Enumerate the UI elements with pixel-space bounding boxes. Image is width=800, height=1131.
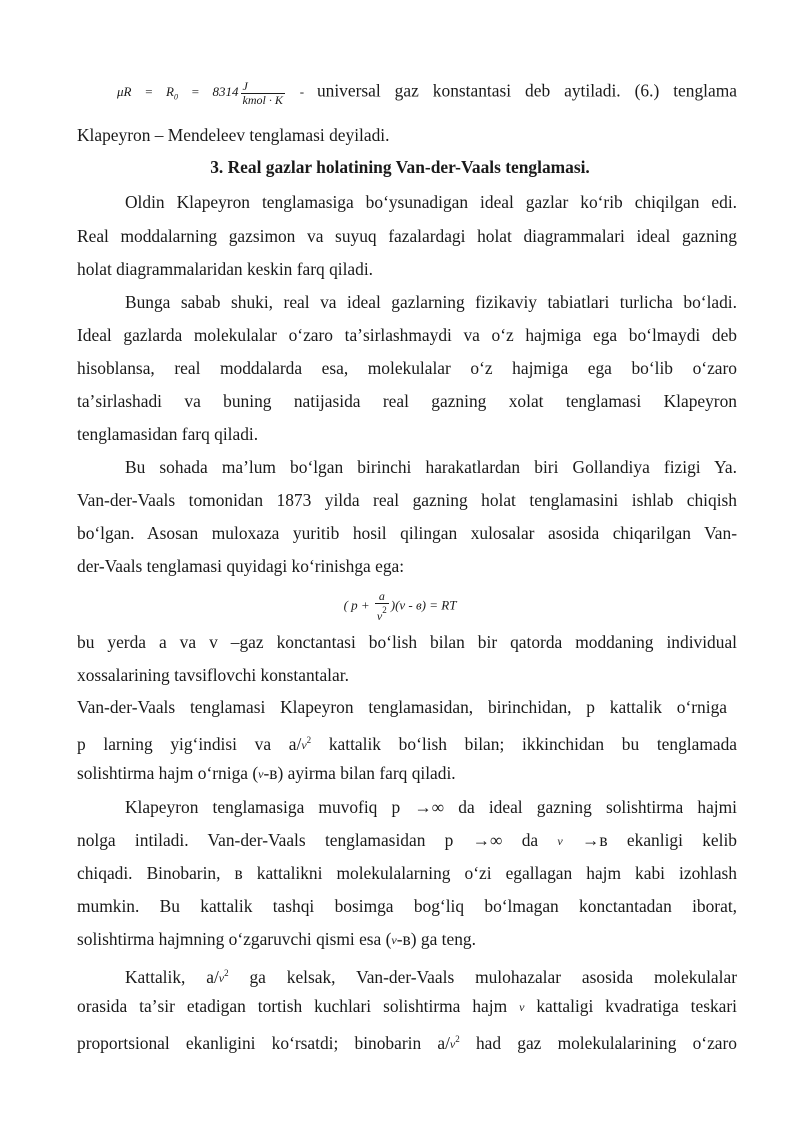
paragraph-line-v-to-b: nolga intiladi. Van-der-Vaals tenglamasidan p →∞ da v →в ekanligi kelib xyxy=(77,830,737,850)
paragraph-line: Bunga sabab shuki, real va ideal gazlarning fizikaviy tabiatlari turlicha boʻladi. xyxy=(125,292,737,312)
paragraph-line: chiqadi. Binobarin, в kattalikni molekulalarning oʻzi egallagan hajm kabi izohlash xyxy=(77,863,737,883)
paragraph-line-specific-volume: orasida taʼsir etadigan tortish kuchlari solishtirma hajm v kattaligi kvadratiga teskari xyxy=(77,996,738,1016)
paragraph-line: Ideal gazlarda molekulalar oʻzaro taʼsirlashmaydi va oʻz hajmiga ega boʻlmaydi deb xyxy=(77,325,737,345)
paragraph-line: Van-der-Vaals tomonidan 1873 yilda real gazning holat tenglamasini ishlab chiqish xyxy=(77,490,737,510)
units-fraction: $\frac{J}{\text{kmol · K}}$ xyxy=(242,79,283,107)
paragraph-line: xossalarining tavsiflovchi konstantalar. xyxy=(77,665,349,685)
paragraph-line: boʻlgan. Asosan muloxaza yuritib hosil qilingan xulosalar asosida chiqarilgan Van- xyxy=(77,523,737,543)
paragraph-line-v-minus-b: solishtirma hajm oʻrniga (v-в) ayirma bilan farq qiladi. xyxy=(77,763,456,783)
paragraph-line: der-Vaals tenglamasi quyidagi koʻrinishga ega: xyxy=(77,556,405,576)
paragraph-line: Real moddalarning gazsimon va suyuq fazalardagi holat diagrammalari ideal gazning xyxy=(77,226,737,246)
paragraph-line: hisoblansa, real moddalarda esa, molekulalar oʻz hajmiga ega boʻlib oʻzaro xyxy=(77,358,737,378)
paragraph-line: Bu sohada maʼlum boʻlgan birinchi harakatlardan biri Gollandiya fizigi Ya. xyxy=(125,457,737,477)
gas-constant-formula: $\mu R = R_0 = 8314$ $\frac{J}{\text{kmol · K}}$ - xyxy=(117,79,317,107)
text-universal: universal gaz konstantasi deb aytiladi. (6.) tenglama xyxy=(316,80,737,101)
paragraph-line-kattalik: Kattalik, $a/v^2$ ga kelsak, Van-der-Vaals mulohazalar asosida molekulalar xyxy=(125,967,737,987)
paragraph-line: Oldin Klapeyron tenglamasiga boʻysunadigan ideal gazlar koʻrib chiqilgan edi. xyxy=(125,192,737,212)
paragraph-line: holat diagrammalaridan keskin farq qiladi. xyxy=(77,259,374,279)
paragraph-line: Klapeyron tenglamasiga muvofiq p →∞ da ideal gazning solishtirma hajmi xyxy=(125,797,737,817)
paragraph-line-a-v2: p larning yigʻindisi va $a/v^2$ kattalik boʻlish bilan; ikkinchidan bu tenglamada xyxy=(77,734,737,754)
text-line: Klapeyron – Mendeleev tenglamasi deyiladi. xyxy=(77,125,390,145)
van-der-waals-equation: ( p + $\frac{a}{v^2}$ )(v - в) = RT xyxy=(343,589,457,623)
section-heading: 3. Real gazlar holatining Van-der-Vaals tenglamasi. xyxy=(210,157,590,177)
formula-line-gas-constant xyxy=(117,79,737,107)
paragraph-line: tenglamasidan farq qiladi. xyxy=(77,424,259,444)
paragraph-line-a-v2-term: proportsional ekanligini koʻrsatdi; binobarin $a/v^2$ had gaz molekulalarining oʻzaro xyxy=(77,1033,737,1053)
a-over-v2-fraction: $\frac{a}{v^2}$ xyxy=(376,589,387,623)
paragraph-line: Van-der-Vaals tenglamasi Klapeyron tenglamasidan, birinchidan, p kattalik oʻrniga xyxy=(77,697,727,717)
paragraph-line: bu yerda a va v –gaz konctantasi boʻlish bilan bir qatorda moddaning individual xyxy=(77,632,737,652)
paragraph-line: taʼsirlashadi va buning natijasida real gazning xolat tenglamasi Klapeyron xyxy=(77,391,737,411)
paragraph-line-variable-part: solishtirma hajmning oʻzgaruvchi qismi esa (v-в) ga teng. xyxy=(77,929,476,949)
paragraph-line: mumkin. Bu kattalik tashqi bosimga bogʻliq boʻlmagan konctantadan iborat, xyxy=(77,896,737,916)
